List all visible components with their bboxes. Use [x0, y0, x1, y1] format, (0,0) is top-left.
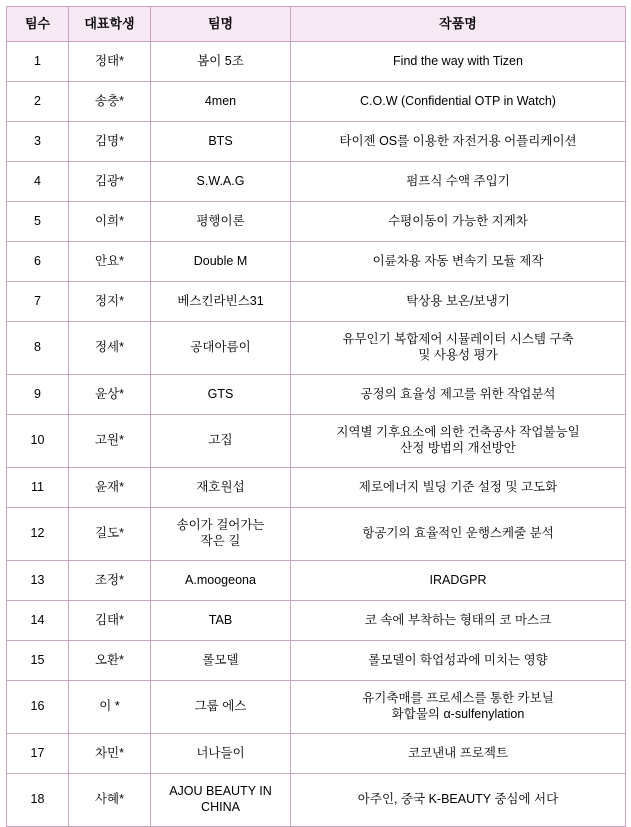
cell-representative-student: 정세*: [69, 322, 151, 375]
cell-work-name: 이륜차용 자동 변속기 모듈 제작: [291, 242, 626, 282]
table-row: [7, 508, 626, 561]
table-row: [7, 774, 626, 827]
table-body: [7, 42, 626, 827]
cell-representative-student: 정지*: [69, 282, 151, 322]
cell-representative-student: 이희*: [69, 202, 151, 242]
cell-work-name: 탁상용 보온/보냉기: [291, 282, 626, 322]
team-list-table: [6, 6, 626, 827]
cell-work-name: 펌프식 수액 주입기: [291, 162, 626, 202]
cell-team-name: AJOU BEAUTY IN CHINA: [151, 774, 291, 827]
table-row: [7, 601, 626, 641]
cell-representative-student: 정태*: [69, 42, 151, 82]
cell-representative-student: 오환*: [69, 641, 151, 681]
cell-work-name: 아주인, 중국 K-BEAUTY 중심에 서다: [291, 774, 626, 827]
table-header: [7, 7, 626, 42]
cell-representative-student: 차민*: [69, 734, 151, 774]
table-row: [7, 42, 626, 82]
cell-work-name: Find the way with Tizen: [291, 42, 626, 82]
table-row: [7, 375, 626, 415]
cell-team-name: 재호원섭: [151, 468, 291, 508]
cell-representative-student: 김태*: [69, 601, 151, 641]
cell-representative-student: 조정*: [69, 561, 151, 601]
cell-work-name: 코코낸내 프로젝트: [291, 734, 626, 774]
cell-team-count: 13: [7, 561, 69, 601]
column-header-team-count: 팀수: [7, 7, 69, 42]
table-row: [7, 415, 626, 468]
table-row: [7, 282, 626, 322]
table-row: [7, 122, 626, 162]
table-row: [7, 202, 626, 242]
cell-team-count: 15: [7, 641, 69, 681]
cell-work-name: 타이젠 OS를 이용한 자전거용 어플리케이션: [291, 122, 626, 162]
cell-team-name: 베스킨라빈스31: [151, 282, 291, 322]
cell-representative-student: 길도*: [69, 508, 151, 561]
table-row: [7, 82, 626, 122]
cell-team-name: S.W.A.G: [151, 162, 291, 202]
cell-team-count: 6: [7, 242, 69, 282]
cell-team-count: 11: [7, 468, 69, 508]
cell-team-name: 평행이론: [151, 202, 291, 242]
cell-representative-student: 송충*: [69, 82, 151, 122]
table-row: [7, 641, 626, 681]
cell-team-count: 2: [7, 82, 69, 122]
column-header-team-name: 팀명: [151, 7, 291, 42]
cell-team-count: 5: [7, 202, 69, 242]
cell-representative-student: 안요*: [69, 242, 151, 282]
cell-team-count: 1: [7, 42, 69, 82]
cell-team-count: 14: [7, 601, 69, 641]
cell-work-name: 공정의 효율성 제고를 위한 작업분석: [291, 375, 626, 415]
cell-team-count: 17: [7, 734, 69, 774]
cell-team-name: Double M: [151, 242, 291, 282]
table-row: [7, 162, 626, 202]
cell-work-name: 유기축매를 프로세스를 통한 카보닐 화합물의 α-sulfenylation: [291, 681, 626, 734]
cell-work-name: 코 속에 부착하는 형태의 코 마스크: [291, 601, 626, 641]
cell-work-name: 유무인기 복합제어 시뮬레이터 시스템 구축 및 사용성 평가: [291, 322, 626, 375]
cell-team-name: 너나들이: [151, 734, 291, 774]
cell-team-name: 4men: [151, 82, 291, 122]
cell-team-count: 7: [7, 282, 69, 322]
cell-team-count: 12: [7, 508, 69, 561]
cell-work-name: C.O.W (Confidential OTP in Watch): [291, 82, 626, 122]
cell-team-count: 8: [7, 322, 69, 375]
table-row: [7, 242, 626, 282]
cell-team-name: 고집: [151, 415, 291, 468]
cell-team-name: 공대아름이: [151, 322, 291, 375]
table-row: [7, 468, 626, 508]
cell-work-name: 지역별 기후요소에 의한 건축공사 작업불능일 산정 방법의 개선방안: [291, 415, 626, 468]
cell-team-count: 18: [7, 774, 69, 827]
column-header-representative-student: 대표학생: [69, 7, 151, 42]
cell-team-name: TAB: [151, 601, 291, 641]
column-header-work-name: 작품명: [291, 7, 626, 42]
cell-representative-student: 김명*: [69, 122, 151, 162]
cell-team-count: 10: [7, 415, 69, 468]
cell-team-count: 3: [7, 122, 69, 162]
cell-work-name: 제로에너지 빌딩 기준 설정 및 고도화: [291, 468, 626, 508]
cell-work-name: 롤모델이 학업성과에 미치는 영향: [291, 641, 626, 681]
cell-team-name: 송이가 걸어가는 작은 길: [151, 508, 291, 561]
cell-team-name: A.moogeona: [151, 561, 291, 601]
cell-team-name: BTS: [151, 122, 291, 162]
cell-team-name: GTS: [151, 375, 291, 415]
cell-work-name: 항공기의 효율적인 운행스케줄 분석: [291, 508, 626, 561]
table-row: [7, 734, 626, 774]
cell-representative-student: 사혜*: [69, 774, 151, 827]
table-row: [7, 322, 626, 375]
cell-team-name: 그룹 에스: [151, 681, 291, 734]
header-row: [7, 7, 626, 42]
cell-work-name: 수평이동이 가능한 지게차: [291, 202, 626, 242]
table-row: [7, 561, 626, 601]
cell-work-name: IRADGPR: [291, 561, 626, 601]
cell-team-name: 봄이 5조: [151, 42, 291, 82]
cell-representative-student: 고원*: [69, 415, 151, 468]
cell-team-count: 9: [7, 375, 69, 415]
table-row: [7, 681, 626, 734]
cell-representative-student: 김광*: [69, 162, 151, 202]
cell-team-count: 4: [7, 162, 69, 202]
cell-representative-student: 이 *: [69, 681, 151, 734]
cell-team-name: 롤모델: [151, 641, 291, 681]
cell-representative-student: 윤상*: [69, 375, 151, 415]
cell-team-count: 16: [7, 681, 69, 734]
cell-representative-student: 윤재*: [69, 468, 151, 508]
